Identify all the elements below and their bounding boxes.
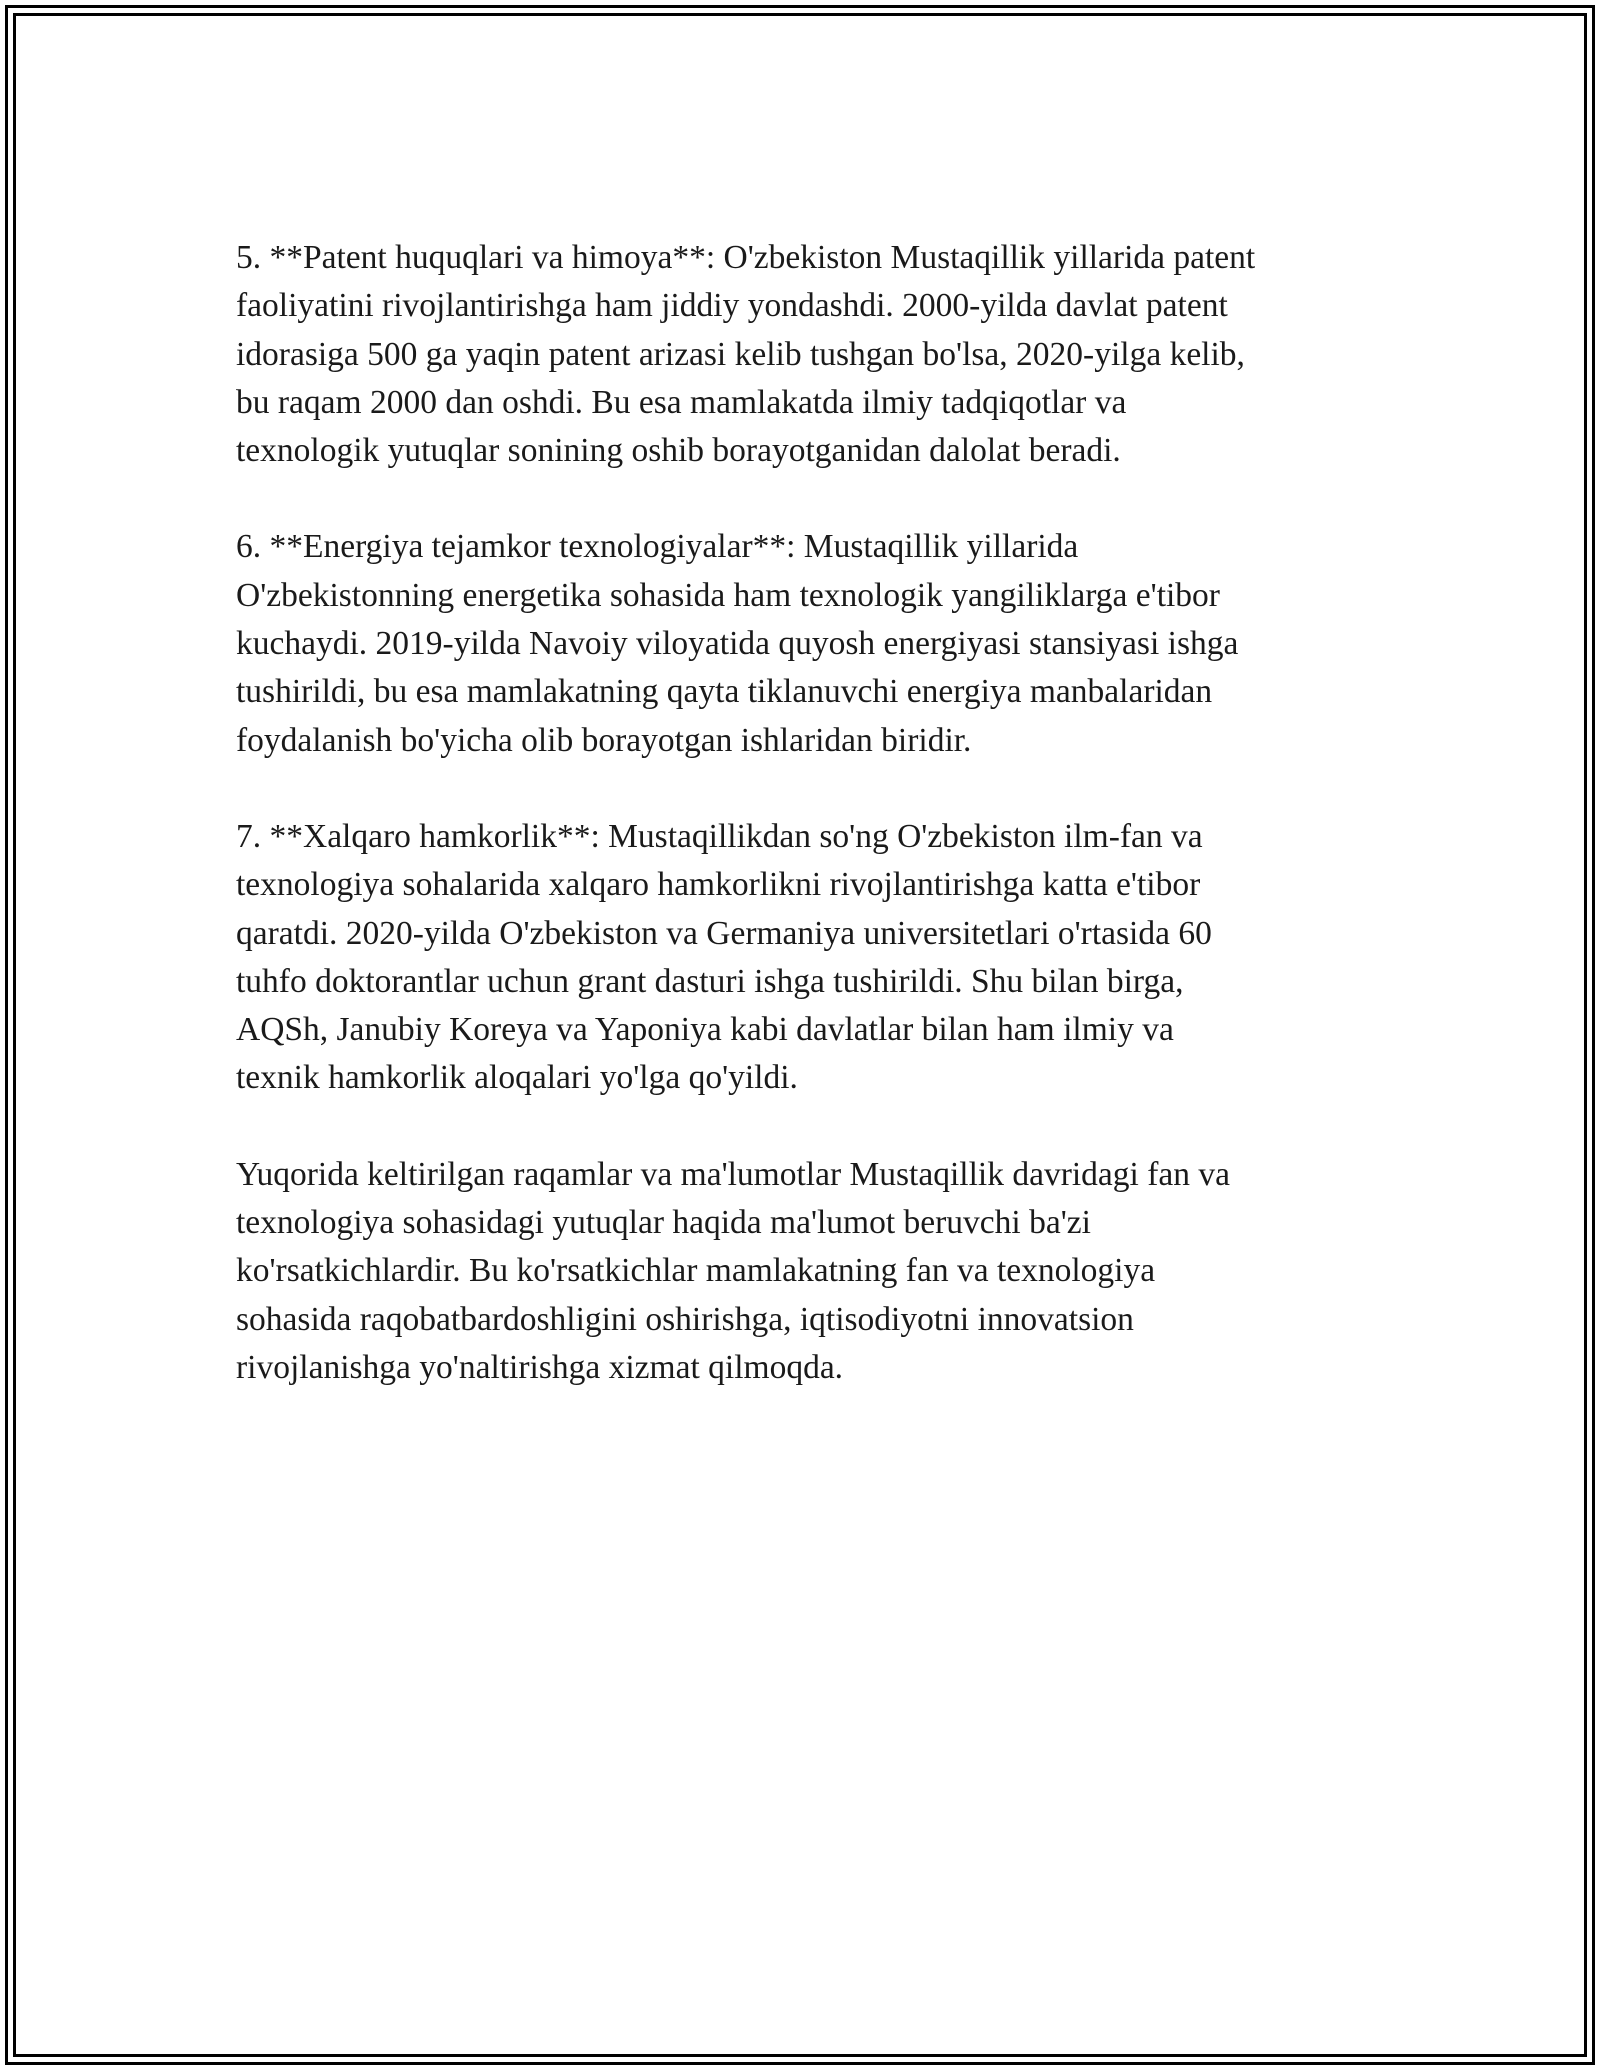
paragraph-conclusion: Yuqorida keltirilgan raqamlar va ma'lumotlar Mustaqillik davridagi fan va texnologiya sohasidagi yutuqlar haqida ma'lumot beruvchi ba'zi ko'rsatkichlardir. Bu ko'rsatkichlar mamlakatning fan va texnologiya sohasida raqobatbardoshligini oshirishga, iqtisodiyotni innovatsion rivojlanishga yo'naltirishga xizmat qilmoqda. (236, 1155, 1230, 1386)
paragraph-international-cooperation: 7. **Xalqaro hamkorlik**: Mustaqillikdan so'ng O'zbekiston ilm-fan va texnologiya sohalarida xalqaro hamkorlikni rivojlantirishga katta e'tibor qaratdi. 2020-yilda O'zbekiston va Germaniya universitetlari o'rtasida 60 tuhfo doktorantlar uchun grant dasturi ishga tushirildi. Shu bilan birga, AQSh, Janubiy Koreya va Yaponiya kabi davlatlar bilan ham ilmiy va texnik hamkorlik aloqalari yo'lga qo'yildi. (236, 817, 1212, 1097)
document-body (236, 234, 1366, 1440)
paragraph-energy-technologies: 6. **Energiya tejamkor texnologiyalar**: Mustaqillik yillarida O'zbekistonning energetika sohasida ham texnologik yangiliklarga e'tibor kuchaydi. 2019-yilda Navoiy viloyatida quyosh energiyasi stansiyasi ishga tushirildi, bu esa mamlakatning qayta tiklanuvchi energiya manbalaridan foydalanish bo'yicha olib borayotgan ishlaridan biridir. (236, 528, 1239, 759)
paragraph-patent-rights: 5. **Patent huquqlari va himoya**: O'zbekiston Mustaqillik yillarida patent faoliyatini rivojlantirishga ham jiddiy yondashdi. 2000-yilda davlat patent idorasiga 500 ga yaqin patent arizasi kelib tushgan bo'lsa, 2020-yilga kelib, bu raqam 2000 dan oshdi. Bu esa mamlakatda ilmiy tadqiqotlar va texnologik yutuqlar sonining oshib borayotganidan dalolat beradi. (236, 239, 1256, 470)
